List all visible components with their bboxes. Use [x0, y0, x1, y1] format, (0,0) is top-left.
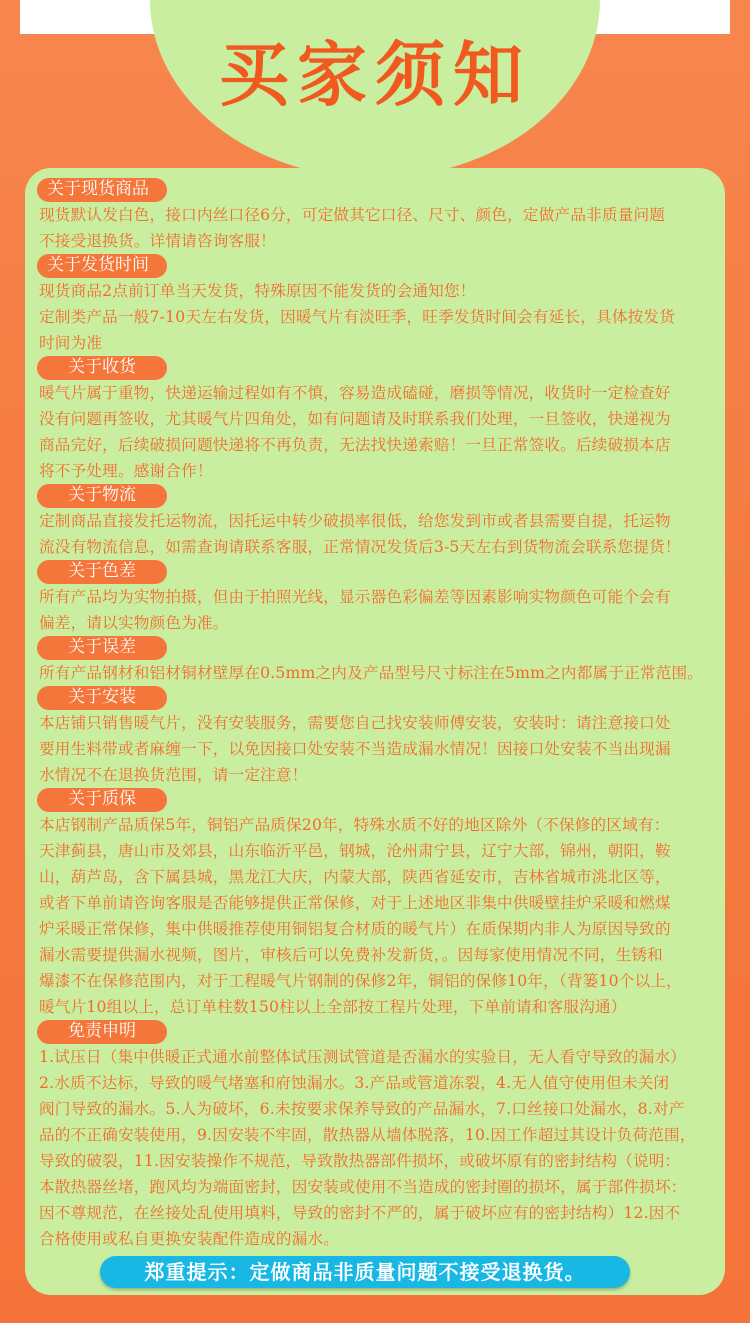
section	[32, 254, 722, 356]
section-label: 关于安装	[37, 686, 167, 710]
page-title: 买家须知	[219, 33, 531, 116]
section	[32, 178, 722, 254]
section	[32, 356, 722, 484]
section	[32, 484, 722, 560]
section-label: 关于收货	[37, 356, 167, 380]
section-text-line: 所有产品钢材和铝材铜材壁厚在0.5mm之内及产品型号尺寸标注在5mm之内都属于正常范围。	[39, 664, 704, 682]
section-text-line: 2.水质不达标，导致的暖气堵塞和府蚀漏水。3.产品或管道冻裂，4.无人值守使用但未关闭	[39, 1074, 670, 1092]
section-text-line: 天津蓟县，唐山市及郊县，山东临沂平邑，钢城，沧州肃宁县，辽宁大部，锦州，朝阳，鞍	[39, 842, 671, 860]
strip-notch-left	[0, 0, 20, 34]
section-text-line: 现货商品2点前订单当天发货，特殊原因不能发货的会通知您！	[39, 282, 476, 300]
section-label: 关于误差	[37, 636, 167, 660]
section-text-line: 山，葫芦岛，含下属县城，黑龙江大庆，内蒙大部，陕西省延安市，吉林省城市洮北区等，	[39, 868, 671, 886]
section-label: 关于现货商品	[37, 178, 167, 202]
section-text-line: 暖气片属于重物，快递运输过程如有不慎，容易造成磕碰，磨损等情况，收货时一定检查好	[39, 384, 671, 402]
section-text-line: 本店铺只销售暖气片，没有安装服务，需要您自己找安装师傅安装，安装时：请注意接口处	[39, 714, 671, 732]
section-text-line: 本散热器丝堵，跑风均为端面密封，因安装或使用不当造成的密封圈的损坏，属于部件损坏：	[39, 1178, 687, 1196]
section	[32, 686, 722, 788]
section-text-line: 要用生料带或者麻缠一下，以免因接口处安装不当造成漏水情况！因接口处安装不当出现漏	[39, 740, 671, 758]
section-label: 关于物流	[37, 484, 167, 508]
section-text-line: 所有产品均为实物拍摄，但由于拍照光线，显示器色彩偏差等因素影响实物颜色可能个会有	[39, 588, 671, 606]
section-text-line: 将不予处理。感谢合作！	[39, 462, 213, 480]
section-text-line: 品的不正确安装使用，9.因安装不牢固，散热器从墙体脱落，10.因工作超过其设计负荷范围，	[39, 1126, 696, 1144]
section-text-line: 炉采暖正常保修，集中供暖推荐使用铜铝复合材质的暖气片）在质保期内非人为原因导致的	[39, 920, 671, 938]
section-text-line: 合格使用或私自更换安装配件造成的漏水。	[39, 1230, 340, 1248]
section-label: 关于色差	[37, 560, 167, 584]
section-text-line: 或者下单前请咨询客服是否能够提供正常保修，对于上述地区非集中供暖壁挂炉采暖和燃煤	[39, 894, 671, 912]
section-label: 关于发货时间	[37, 254, 167, 278]
section	[32, 1020, 722, 1252]
strip-notch-right	[730, 0, 750, 34]
section-text-line: 现货默认发白色，接口内丝口径6分，可定做其它口径、尺寸、颜色，定做产品非质量问题	[39, 206, 666, 224]
section-text-line: 偏差，请以实物颜色为准。	[39, 614, 229, 632]
section	[32, 560, 722, 636]
section-text-line: 因不尊规范，在丝接处乱使用填料，导致的密封不严的，属于破坏应有的密封结构）12.因不	[39, 1204, 681, 1222]
notice-content	[32, 178, 722, 1252]
section-label: 关于质保	[37, 788, 167, 812]
section-text-line: 1.试压日（集中供暖正式通水前整体试压测试管道是否漏水的实验日，无人看守导致的漏水）	[39, 1048, 687, 1066]
section-text-line: 暖气片10组以上，总订单柱数150柱以上全部按工程片处理，下单前请和客服沟通）	[39, 998, 627, 1016]
section-text-line: 时间为准	[39, 334, 103, 352]
section-label: 免责申明	[37, 1020, 167, 1044]
section-text-line: 导致的破裂，11.因安装操作不规范，导致散热器部件损坏，或破坏原有的密封结构（说明：	[39, 1152, 681, 1170]
important-notice-banner: 郑重提示：定做商品非质量问题不接受退换货。	[100, 1256, 630, 1288]
section-text-line: 流没有物流信息，如需查询请联系客服，正常情况发货后3-5天左右到货物流会联系您提货！	[39, 538, 681, 556]
section-text-line: 定制类产品一般7-10天左右发货，因暖气片有淡旺季，旺季发货时间会有延长，具体按发货	[39, 308, 675, 326]
section	[32, 636, 722, 686]
section-text-line: 阀门导致的漏水。5.人为破坏，6.未按要求保养导致的产品漏水，7.口丝接口处漏水，8.对产	[39, 1100, 685, 1118]
section	[32, 788, 722, 1020]
section-text-line: 本店钢制产品质保5年，铜铝产品质保20年，特殊水质不好的地区除外（不保修的区域有：	[39, 816, 670, 834]
section-text-line: 商品完好，后续破损问题快递将不再负责，无法找快递索赔！一旦正常签收。后续破损本店	[39, 436, 671, 454]
section-text-line: 没有问题再签收，尤其暖气片四角处，如有问题请及时联系我们处理，一旦签收，快递视为	[39, 410, 671, 428]
section-text-line: 不接受退换货。详情请咨询客服！	[39, 232, 276, 250]
section-text-line: 定制商品直接发托运物流，因托运中转少破损率很低，给您发到市或者县需要自提，托运物	[39, 512, 671, 530]
section-text-line: 漏水需要提供漏水视频，图片，审核后可以免费补发新货，。因每家使用情况不同，生锈和	[39, 946, 663, 964]
section-text-line: 水情况不在退换货范围，请一定注意！	[39, 766, 308, 784]
section-text-line: 爆漆不在保修范围内，对于工程暖气片钢制的保修2年，铜铝的保修10年，（背篓10个以上，	[39, 972, 682, 990]
